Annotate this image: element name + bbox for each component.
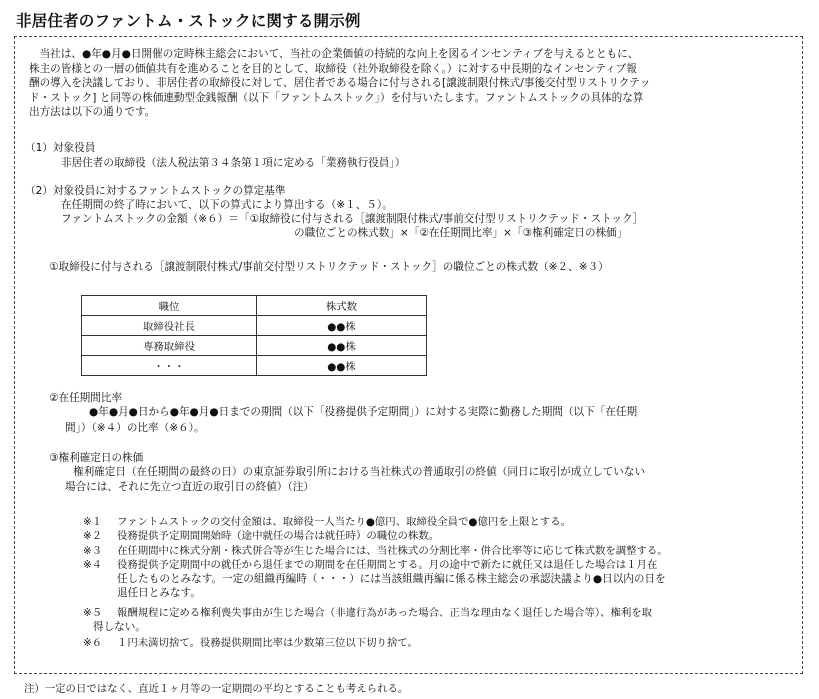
note-text: 在任期間中に株式分割・株式併合等が生じた場合には、当社株式の分割比率・併合比率等に応じて株式数を調整する。 [117,545,668,557]
table-header-shares: 株式数 [257,296,427,316]
note-mark: ※１ [83,516,103,528]
table-header-row [82,296,427,316]
footnote: 注）一定の日ではなく、直近１ヶ月等の一定期間の平均とすることも考えられる。 [24,683,409,695]
item2-heading: ②在任期間比率 [49,392,123,404]
note-text: 報酬規程に定める権利喪失事由が生じた場合（非違行為があった場合、正当な理由なく退任した場合等）、権利を取 [117,607,653,619]
intro-line: 出方法は以下の通りです。 [29,106,156,118]
note-text: ファントムストックの交付金額は、取締役一人当たり●億円、取締役全員で●億円を上限とする。 [117,516,572,528]
section2-line1: 在任期間の終了時において、以下の算式により算出する（※１、５）。 [61,199,393,211]
intro-line: 酬の導入を決議しており、非居住者の取締役に対して、居住者である場合に付与される[譲渡制限付株式/事後交付型リストリクテッ [29,77,651,89]
disclosure-box [14,36,803,674]
note-text-continued: 得しない。 [93,621,146,633]
section2-formula-line2: の職位ごとの株式数」×「②在任期間比率」×「③権利確定日の株価」 [294,227,628,239]
note-text: 役務提供予定期間中の就任から退任までの期間を在任期間とする。月の途中で新たに就任又は退任した場合は１月在 [117,559,658,571]
item2-body-line1: ●年●月●日から●年●月●日までの期間（以下「役務提供予定期間」）に対する実際に勤務した期間（以下「在任期 [89,406,638,418]
item3-heading: ③権利確定日の株価 [49,452,144,464]
table-cell-position: 取締役社長 [82,316,257,336]
item2-body-line2: 間」）（※４）の比率（※６）。 [65,422,205,434]
table-cell-position: 専務取締役 [82,336,257,356]
note-mark: ※４ [83,559,103,571]
table-row [82,356,427,376]
table-header-position: 職位 [82,296,257,316]
shares-table [81,295,427,376]
intro-line: 当社は、●年●月●日開催の定時株主総会において、当社の企業価値の持続的な向上を図るインセンティブを与えるとともに、 [29,48,639,60]
section1-body: 非居住者の取締役（法人税法第３４条第１項に定める「業務執行役員」） [61,157,406,169]
section1-heading: （1）対象役員 [25,142,96,154]
table-cell-shares: ●●株 [257,336,427,356]
note-text: 役務提供予定期間開始時（途中就任の場合は就任時）の職位の株数。 [117,530,440,542]
intro-paragraph [29,47,791,120]
table-cell-position: ・・・ [82,356,257,376]
table-row [82,316,427,336]
note-mark: ※６ [83,637,103,649]
note-text-continued: 退任日とみなす。 [117,587,201,599]
item1-heading: ①取締役に付与される［譲渡制限付株式/事前交付型リストリクテッド・ストック］の職位ごとの株式数（※２、※３） [49,261,609,273]
table-row [82,336,427,356]
table-cell-shares: ●●株 [257,316,427,336]
note-mark: ※５ [83,607,103,619]
intro-line: 株主の皆様との一層の価値共有を進めることを目的として、取締役（社外取締役を除く。）に対する中長期的なインセンティブ報 [29,62,637,75]
note-text: １円未満切捨て。役務提供期間比率は少数第三位以下切り捨て。 [117,637,418,649]
note-mark: ※３ [83,545,103,557]
note-mark: ※２ [83,530,103,542]
item3-body-line2: 場合には、それに先立つ直近の取引日の終値）（注） [65,481,314,493]
section2-heading: （2）対象役員に対するファントムストックの算定基準 [25,185,286,197]
table-cell-shares: ●●株 [257,356,427,376]
page-title: 非居住者のファントム・ストックに関する開示例 [16,12,361,30]
section2-formula-line1: ファントムストックの金額（※６）＝「①取締役に付与される［譲渡制限付株式/事前交付型リストリクテッド・ストック］ [61,213,644,225]
note-text-continued: 任したものとみなす。一定の組織再編時（・・・）には当該組織再編に係る株主総会の承認決議より●日以内の日を [117,573,666,585]
intro-line: ド・ストック] と同等の株価連動型金銭報酬（以下「ファントムストック」）を付与いたします。ファントムストックの具体的な算 [29,91,644,104]
item3-body-line1: 権利確定日（在任期間の最終の日）の東京証券取引所における当社株式の普通取引の終値（同日に取引が成立していない [73,466,646,478]
